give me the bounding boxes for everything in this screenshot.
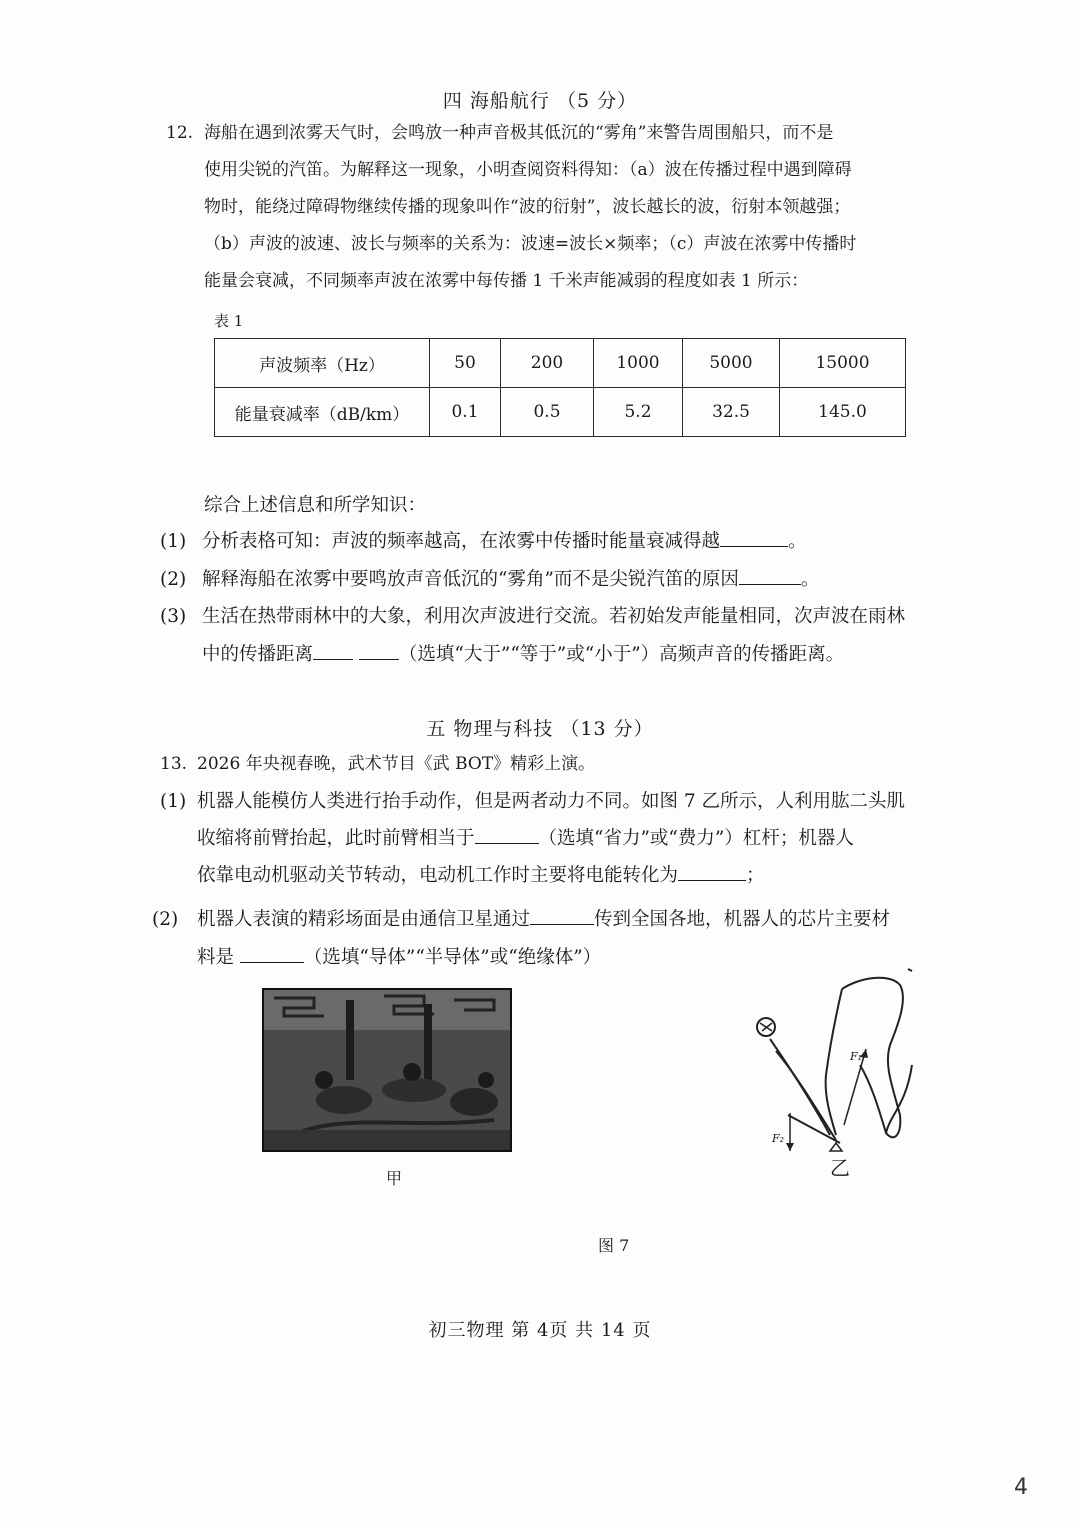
sub-2-text: 解释海船在浓雾中要鸣放声音低沉的“雾角”而不是尖锐汽笛的原因 bbox=[202, 569, 739, 590]
sub-1-text-d: ； bbox=[746, 865, 765, 886]
question-12-sub-2 bbox=[202, 568, 819, 592]
figure-label-jia: 甲 bbox=[386, 1169, 403, 1188]
table-cell: 145.0 bbox=[780, 388, 906, 437]
question-12-sub-3-line-1: 生活在热带雨林中的大象，利用次声波进行交流。若初始发声能量相同，次声波在雨林 bbox=[202, 606, 906, 627]
question-12-line-5: 能量会衰减，不同频率声波在浓雾中每传播 1 千米声能减弱的程度如表 1 所示： bbox=[204, 271, 809, 291]
table-cell: 0.1 bbox=[430, 388, 501, 437]
table-cell: 32.5 bbox=[683, 388, 780, 437]
question-12-number: 12. bbox=[166, 123, 194, 143]
section-four-title: 四 海船航行 （5 分） bbox=[442, 90, 638, 112]
table-row bbox=[215, 388, 906, 437]
answer-blank[interactable] bbox=[313, 643, 353, 660]
table-cell: 5.2 bbox=[594, 388, 683, 437]
answer-blank[interactable] bbox=[739, 568, 801, 585]
sub-2-text-a: 机器人表演的精彩场面是由通信卫星通过 bbox=[197, 909, 531, 930]
question-12-line-4: （b）声波的波速、波长与频率的关系为：波速=波长×频率；（c）声波在浓雾中传播时 bbox=[204, 234, 857, 254]
answer-blank[interactable] bbox=[530, 908, 594, 925]
question-13-sub-1-line-3 bbox=[197, 864, 765, 888]
sub-question-number: (1) bbox=[160, 531, 187, 552]
table-caption: 表 1 bbox=[214, 312, 244, 330]
answer-blank[interactable] bbox=[240, 946, 304, 963]
question-13-sub-1-line-1: 机器人能模仿人类进行抬手动作，但是两者动力不同。如图 7 乙所示，人利用肱二头肌 bbox=[197, 791, 906, 812]
sub-question-number: (3) bbox=[160, 606, 187, 627]
question-13-sub-2-line-2 bbox=[197, 946, 601, 970]
question-12-intro: 综合上述信息和所学知识： bbox=[204, 495, 427, 516]
table-cell: 200 bbox=[501, 339, 594, 388]
table-cell: 1000 bbox=[594, 339, 683, 388]
sub-question-number: (2) bbox=[160, 569, 187, 590]
attenuation-table bbox=[214, 338, 906, 437]
table-cell: 0.5 bbox=[501, 388, 594, 437]
answer-blank[interactable] bbox=[359, 643, 399, 660]
answer-blank[interactable] bbox=[678, 864, 746, 881]
table-row bbox=[215, 339, 906, 388]
question-13-sub-2-line-1 bbox=[197, 908, 890, 932]
question-12-line-1: 海船在遇到浓雾天气时，会鸣放一种声音极其低沉的“雾角”来警告周围船只，而不是 bbox=[204, 123, 834, 143]
question-12-sub-3-line-2 bbox=[202, 643, 844, 667]
table-cell: 50 bbox=[430, 339, 501, 388]
photo-illustration bbox=[264, 990, 510, 1150]
sub-1-text-b: （选填“省力”或“费力”）杠杆；机器人 bbox=[538, 828, 854, 849]
force-label-f1: F₁ bbox=[850, 1050, 863, 1063]
sub-1-text-c: 依靠电动机驱动关节转动，电动机工作时主要将电能转化为 bbox=[197, 865, 679, 886]
sub-1-end: 。 bbox=[788, 531, 807, 552]
sub-2-text-b: 传到全国各地，机器人的芯片主要材 bbox=[594, 909, 891, 930]
sub-1-text-a: 收缩将前臂抬起，此时前臂相当于 bbox=[197, 828, 475, 849]
force-label-f2: F₂ bbox=[772, 1132, 785, 1145]
table-cell: 15000 bbox=[780, 339, 906, 388]
robot-performance-photo bbox=[262, 988, 512, 1152]
question-12-line-3: 物时，能绕过障碍物继续传播的现象叫作“波的衍射”，波长越长的波，衍射本领越强； bbox=[204, 197, 851, 217]
table-header-frequency: 声波频率（Hz） bbox=[215, 339, 430, 388]
corner-page-number: 4 bbox=[1014, 1475, 1028, 1500]
question-12-line-2: 使用尖锐的汽笛。为解释这一现象，小明查阅资料得知：（a）波在传播过程中遇到障碍 bbox=[204, 160, 852, 180]
figure-7-caption: 图 7 bbox=[598, 1236, 630, 1255]
question-13-intro: 2026 年央视春晚，武术节目《武 BOT》精彩上演。 bbox=[197, 754, 596, 774]
table-cell: 5000 bbox=[683, 339, 780, 388]
sub-question-number: (1) bbox=[160, 791, 187, 812]
sub-question-number: (2) bbox=[152, 909, 179, 930]
sub-3-text-b: （选填“大于”“等于”或“小于”）高频声音的传播距离。 bbox=[398, 644, 845, 665]
sub-1-text: 分析表格可知：声波的频率越高，在浓雾中传播时能量衰减得越 bbox=[202, 531, 721, 552]
sub-2-end: 。 bbox=[800, 569, 820, 590]
question-12-sub-1 bbox=[202, 530, 807, 554]
question-13-sub-1-line-2 bbox=[197, 827, 854, 851]
sub-3-text-a: 中的传播距离 bbox=[202, 644, 314, 665]
figure-label-yi: 乙 bbox=[830, 1156, 850, 1180]
arm-lever-diagram bbox=[740, 965, 930, 1180]
answer-blank[interactable] bbox=[720, 530, 788, 547]
page-footer: 初三物理 第 4页 共 14 页 bbox=[428, 1320, 652, 1341]
sub-2-text-d: （选填“导体”“半导体”或“绝缘体”） bbox=[303, 947, 602, 968]
table-header-attenuation: 能量衰减率（dB/km） bbox=[215, 388, 430, 437]
answer-blank[interactable] bbox=[475, 827, 539, 844]
sub-2-text-c: 料是 bbox=[197, 947, 235, 968]
question-13-number: 13. bbox=[160, 754, 188, 774]
section-five-title: 五 物理与科技 （13 分） bbox=[426, 718, 654, 740]
